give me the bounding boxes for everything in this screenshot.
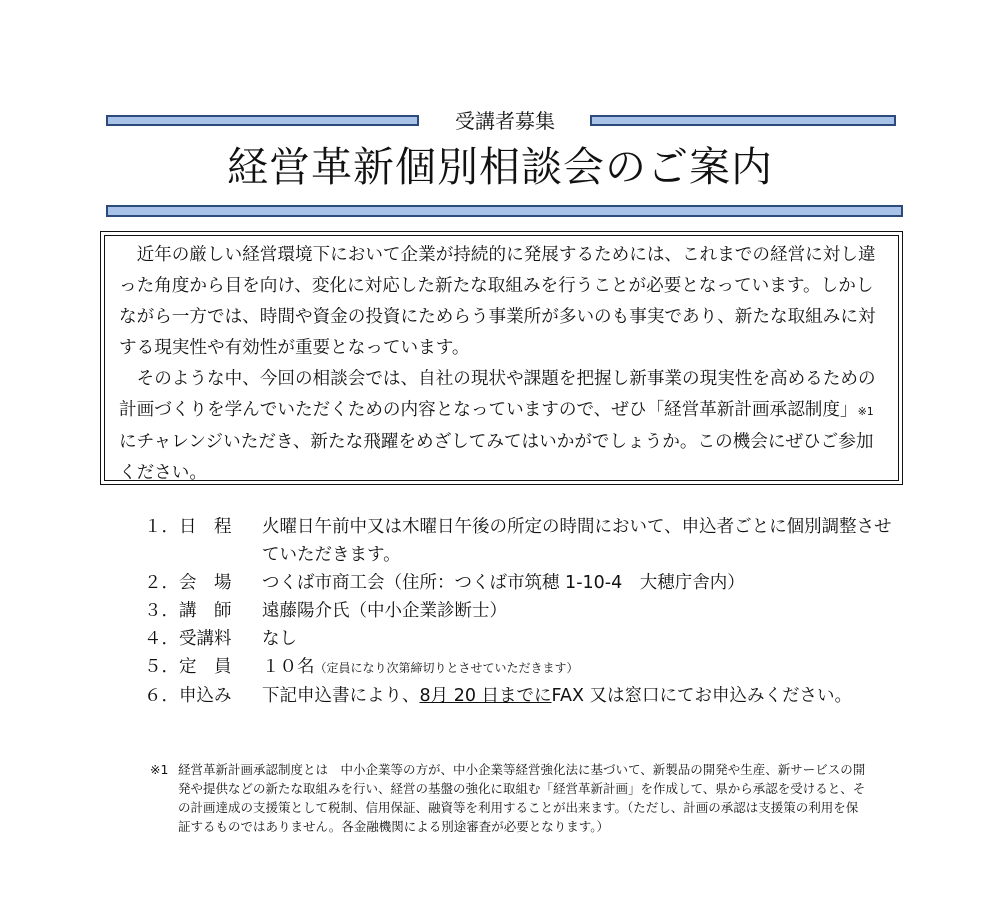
capacity-note: （定員になり次第締切りとさせていただきます） bbox=[314, 661, 579, 675]
list-item-lecturer bbox=[144, 597, 904, 625]
apply-value-wrap bbox=[262, 682, 904, 710]
list-item-apply bbox=[144, 682, 904, 710]
schedule-value: 火曜日午前中又は木曜日午後の所定の時間において、申込者ごとに個別調整させていただきます。 bbox=[262, 517, 892, 565]
list-item-venue bbox=[144, 569, 904, 597]
footnote bbox=[150, 760, 870, 836]
intro-box bbox=[104, 235, 899, 481]
capacity-label: ５．定 員 bbox=[144, 657, 232, 677]
capacity-value: １０名 bbox=[262, 657, 315, 677]
apply-value-b: FAX 又は窓口にてお申込みください。 bbox=[551, 686, 853, 706]
intro-paragraph-2 bbox=[119, 364, 888, 489]
capacity-value-wrap bbox=[262, 653, 904, 682]
apply-value-a: 下記申込書により、 bbox=[262, 686, 420, 706]
footnote-ref-mark: ※1 bbox=[857, 405, 874, 418]
apply-deadline: 8月 20 日までに bbox=[419, 686, 552, 706]
page-subtitle: 受講者募集 bbox=[455, 109, 555, 133]
list-item-fee bbox=[144, 625, 904, 653]
schedule-label: １．日 程 bbox=[144, 517, 232, 537]
apply-label: ６．申込み bbox=[144, 686, 232, 706]
header-bar-right bbox=[590, 115, 896, 126]
list-item-schedule bbox=[144, 513, 904, 569]
footnote-text: 経営革新計画承認制度とは 中小企業等の方が、中小企業等経営強化法に基づいて、新製品の開発や生産、新サービスの開発や提供などの新たな取組みを行い、経営の基盤の強化に取組む「経営革新計画」を作成して、県から承認を受けると、その計画達成の支援策として税制、信用保証、融資等を利用することが出来ます。（ただし、計画の承認は支援策の利用を保証するものではありません。各金融機関による別途審査が必要となります。） bbox=[178, 762, 866, 834]
lecturer-label: ３．講 師 bbox=[144, 601, 232, 621]
intro-paragraph-2-a: そのような中、今回の相談会では、自社の現状や課題を把握し新事業の現実性を高めるための計画づくりを学んでいただくための内容となっていますので、ぜひ「経営革新計画承認制度」 bbox=[119, 369, 876, 420]
details-list bbox=[144, 513, 904, 710]
venue-label: ２．会 場 bbox=[144, 573, 232, 593]
footnote-mark: ※1 bbox=[150, 762, 169, 777]
page-title: 経営革新個別相談会のご案内 bbox=[227, 143, 773, 191]
fee-value: なし bbox=[262, 629, 297, 649]
header-bar-left bbox=[106, 115, 419, 126]
venue-value: つくば市商工会（住所：つくば市筑穂 1-10-4 大穂庁舎内） bbox=[262, 573, 745, 593]
list-item-capacity bbox=[144, 653, 904, 682]
lecturer-value: 遠藤陽介氏（中小企業診断士） bbox=[262, 601, 507, 621]
intro-paragraph-1: 近年の厳しい経営環境下において企業が持続的に発展するためには、これまでの経営に対し違った角度から目を向け、変化に対応した新たな取組みを行うことが必要となっています。しかしながら一方では、時間や資金の投資にためらう事業所が多いのも事実であり、新たな取組みに対する現実性や有効性が重要となっています。 bbox=[119, 245, 876, 358]
intro-paragraph-2-b: にチャレンジいただき、新たな飛躍をめざしてみてはいかがでしょうか。この機会にぜひご参加ください。 bbox=[119, 432, 874, 483]
fee-label: ４．受講料 bbox=[144, 629, 232, 649]
title-underline-bar bbox=[106, 205, 903, 217]
